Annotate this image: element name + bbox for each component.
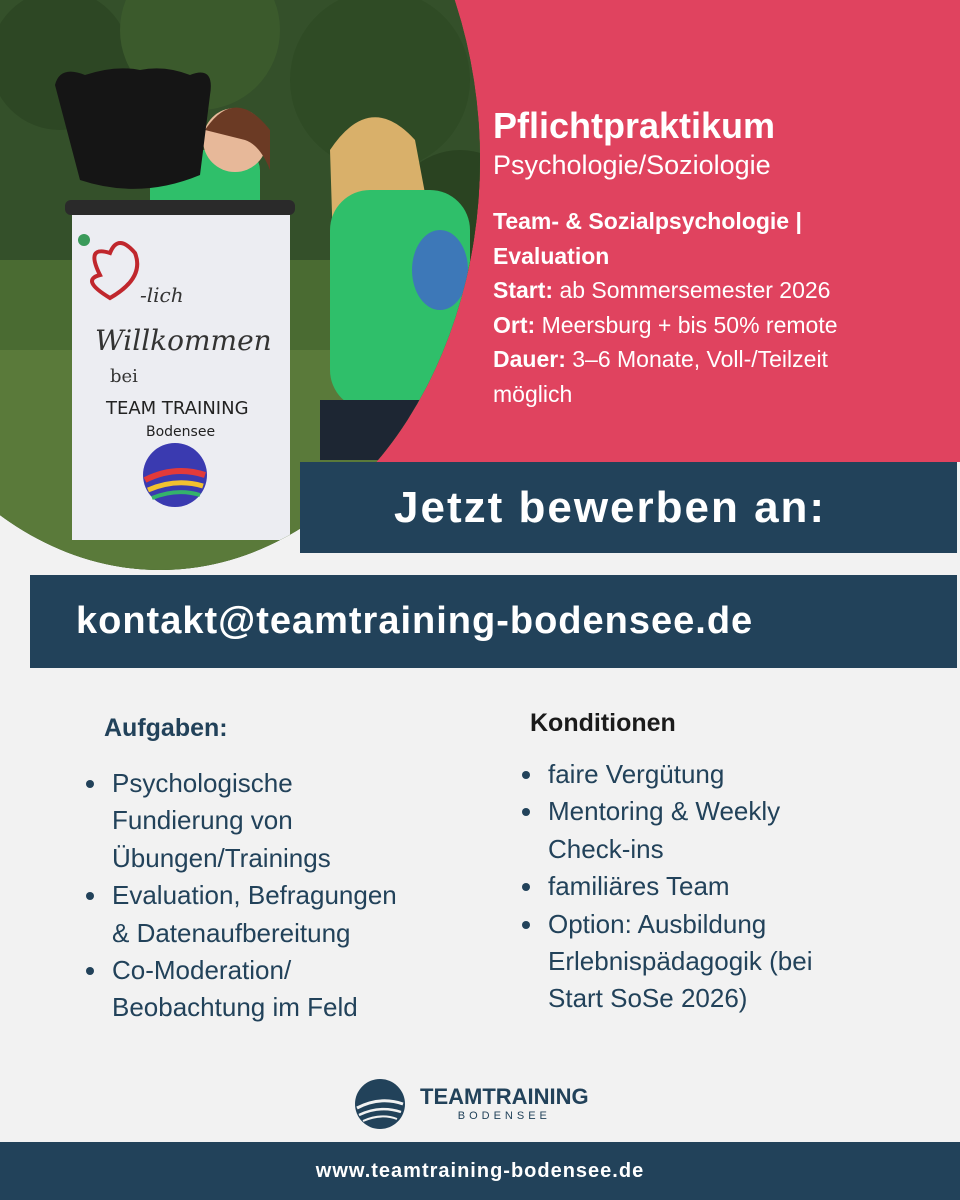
footer-url[interactable]: www.teamtraining-bodensee.de (0, 1142, 960, 1200)
flipchart-text-3: bei (110, 366, 138, 387)
job-start-value: ab Sommersemester 2026 (559, 277, 831, 303)
flipchart-text-2: Willkommen (95, 324, 272, 357)
job-duration-label: Dauer: (493, 346, 566, 372)
conditions-section (522, 708, 862, 1018)
job-start (493, 273, 913, 308)
flipchart-text-4: TEAM TRAINING (106, 398, 249, 419)
job-location (493, 308, 913, 343)
tasks-heading: Aufgaben: (104, 714, 228, 742)
job-details (493, 204, 913, 411)
job-focus: Team- & Sozialpsychologie | Evaluation (493, 208, 802, 269)
job-start-label: Start: (493, 277, 554, 303)
company-logo (354, 1078, 589, 1130)
job-duration (493, 342, 913, 411)
job-subtitle: Psychologie/Soziologie (493, 150, 771, 180)
job-location-label: Ort: (493, 311, 536, 338)
job-location-value: Meersburg + bis 50% remote (541, 311, 838, 338)
job-duration-value: 3–6 Monate, Voll-/Teilzeit möglich (493, 346, 828, 407)
job-title: Pflichtpraktikum (493, 105, 776, 146)
list-item: Psychologische Fundierung von Übungen/Trainings (86, 765, 416, 877)
job-info (493, 104, 913, 411)
list-item: Mentoring & Weekly Check-ins (522, 793, 862, 868)
tasks-list (86, 765, 416, 1027)
logo-name: TEAMTRAINING (420, 1084, 589, 1109)
list-item: Option: Ausbildung Erlebnispädagogik (bei Start SoSe 2026) (522, 906, 862, 1018)
conditions-heading: Konditionen (530, 709, 676, 737)
logo-icon (354, 1078, 406, 1130)
list-item: Co-Moderation/ Beobachtung im Feld (86, 952, 416, 1027)
flipchart-text-5: Bodensee (146, 424, 216, 440)
logo-wordmark (420, 1085, 589, 1123)
contact-email[interactable]: kontakt@teamtraining-bodensee.de (30, 575, 957, 668)
conditions-list (522, 756, 862, 1018)
apply-heading: Jetzt bewerben an: (300, 462, 957, 553)
flipchart-text-1: -lich (140, 283, 184, 307)
tasks-section (86, 713, 416, 1027)
logo-subtitle: BODENSEE (457, 1110, 551, 1122)
list-item: familiäres Team (522, 868, 862, 905)
list-item: faire Vergütung (522, 756, 862, 793)
list-item: Evaluation, Befragungen & Datenaufbereitung (86, 877, 416, 952)
